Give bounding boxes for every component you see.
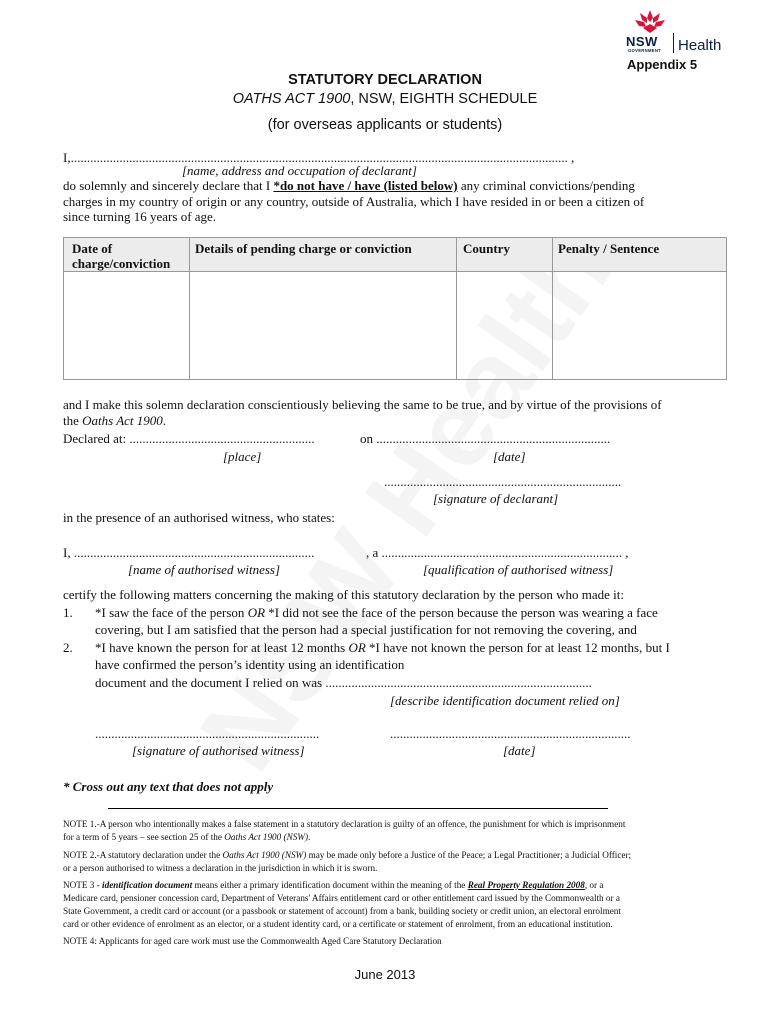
witness-date-line: ..........................................................................	[390, 726, 631, 741]
logo-health: Health	[678, 37, 722, 54]
witness-signature-line: .....................................................................	[95, 726, 320, 741]
subtitle-act: OATHS ACT 1900	[232, 91, 351, 107]
appendix-label: Appendix 5	[627, 57, 698, 72]
nsw-health-logo	[612, 8, 742, 56]
logo-nsw: NSW	[626, 34, 658, 49]
item-2-line-2: have confirmed the person’s identity using an identification	[95, 657, 405, 672]
declarant-signature-line: .........................................................................	[384, 474, 622, 489]
declare-text-3: since turning 16 years of age.	[63, 209, 217, 224]
certify-text: certify the following matters concerning the making of this statutory declaration by the person who made it:	[63, 587, 625, 602]
note-2-line-1: NOTE 2.-A statutory declaration under the Oaths Act 1900 (NSW) may be made only before a Justice of the Peace; a Legal Practitioner; a Judicial Officer;	[63, 850, 632, 860]
declarant-line: I,......................................................................................................................................................... ,	[63, 150, 575, 165]
declare-text-1: do solemnly and sincerely declare that I *do not have / have (listed below) any criminal convictions/pending	[63, 178, 635, 193]
notes-divider	[108, 808, 608, 809]
logo-divider	[673, 33, 674, 53]
note-2-line-2: or a person authorised to witness a declaration in the jurisdiction in which it is sworn.	[63, 863, 378, 873]
real-property-regulation-link[interactable]: Real Property Regulation 2008	[467, 880, 585, 890]
id-document-hint: [describe identification document relied on]	[390, 693, 620, 708]
subtitle-rest: , NSW, EIGHTH SCHEDULE	[350, 91, 538, 107]
presence-text: in the presence of an authorised witness, who states:	[63, 510, 335, 525]
witness-name-line: I, ..........................................................................	[63, 545, 315, 560]
page-subtitle	[0, 91, 770, 107]
item-2-line-1: *I have known the person for at least 12 months OR *I have not known the person for at least 12 months, but I	[95, 640, 670, 655]
solemn-text-1: and I make this solemn declaration conscientiously believing the same to be true, and by virtue of the provisions of	[63, 397, 662, 412]
item-1-line-1: *I saw the face of the person OR *I did not see the face of the person because the person was wearing a face	[95, 605, 658, 620]
declarant-signature-hint: [signature of declarant]	[433, 491, 559, 506]
declared-on-line: on ........................................................................	[360, 431, 611, 446]
witness-qual-hint: [qualification of authorised witness]	[423, 562, 614, 577]
note-1-line-1: NOTE 1.-A person who intentionally makes a false statement in a statutory declaration is guilty of an offence, the punishment for which is imprisonment	[63, 819, 626, 829]
page-title: STATUTORY DECLARATION	[288, 72, 482, 88]
declare-text-2: charges in my country of origin or any country, outside of Australia, which I have resided in or been a citizen of	[63, 194, 645, 209]
place-hint: [place]	[223, 449, 262, 464]
footer-date: June 2013	[354, 967, 416, 982]
col-country-header: Country	[463, 241, 510, 256]
date-hint: [date]	[493, 449, 526, 464]
page-subtitle-2: (for overseas applicants or students)	[267, 117, 503, 133]
witness-date-hint: [date]	[503, 743, 536, 758]
col-details-header: Details of pending charge or conviction	[195, 241, 412, 256]
convictions-option: *do not have / have (listed below)	[273, 178, 458, 193]
col-penalty-header: Penalty / Sentence	[558, 241, 660, 256]
note-1-line-2: for a term of 5 years – see section 25 of the Oaths Act 1900 (NSW).	[63, 832, 311, 842]
declared-at-line: Declared at: .........................................................	[63, 431, 315, 446]
note-3-line-4: card or other evidence of enrolment as an elector, or a student identity card, or a certificate or statement of enrolment, from an educational institution.	[63, 919, 613, 929]
item-2-line-3: document and the document I relied on was ..................................................................................	[95, 675, 592, 690]
note-3-line-2: Medicare card, pensioner concession card, Department of Veterans' Affairs entitlement card or other entitlement card issued by the Commonwealth or a	[63, 893, 620, 903]
item-1-line-2: covering, but I am satisfied that the person had a special justification for not removing the covering, and	[95, 622, 637, 637]
item-1-number: 1.	[63, 605, 73, 620]
col-date-header: Date of charge/conviction	[72, 241, 171, 271]
note-3-line-3: State Government, a credit card or account (or a passbook or statement of account) from a bank, building society or credit union, an electoral enrolment	[63, 906, 621, 916]
note-4: NOTE 4: Applicants for aged care work must use the Commonwealth Aged Care Statutory Declaration	[63, 936, 442, 946]
waratah-icon	[630, 8, 670, 36]
witness-name-hint: [name of authorised witness]	[128, 562, 281, 577]
witness-signature-hint: [signature of authorised witness]	[132, 743, 305, 758]
declarant-hint: [name, address and occupation of declarant]	[182, 163, 417, 178]
item-2-number: 2.	[63, 640, 73, 655]
logo-government: GOVERNMENT	[628, 48, 662, 53]
witness-qual-line: , a .......................................................................... ,	[366, 545, 629, 560]
note-3-line-1: NOTE 3 - identification document means either a primary identification document within the meaning of the Real Property Regulation 2008, or a	[63, 880, 604, 890]
crossout-instruction: * Cross out any text that does not apply	[63, 779, 274, 794]
convictions-table	[63, 237, 727, 380]
solemn-text-2: the Oaths Act 1900.	[63, 413, 167, 428]
